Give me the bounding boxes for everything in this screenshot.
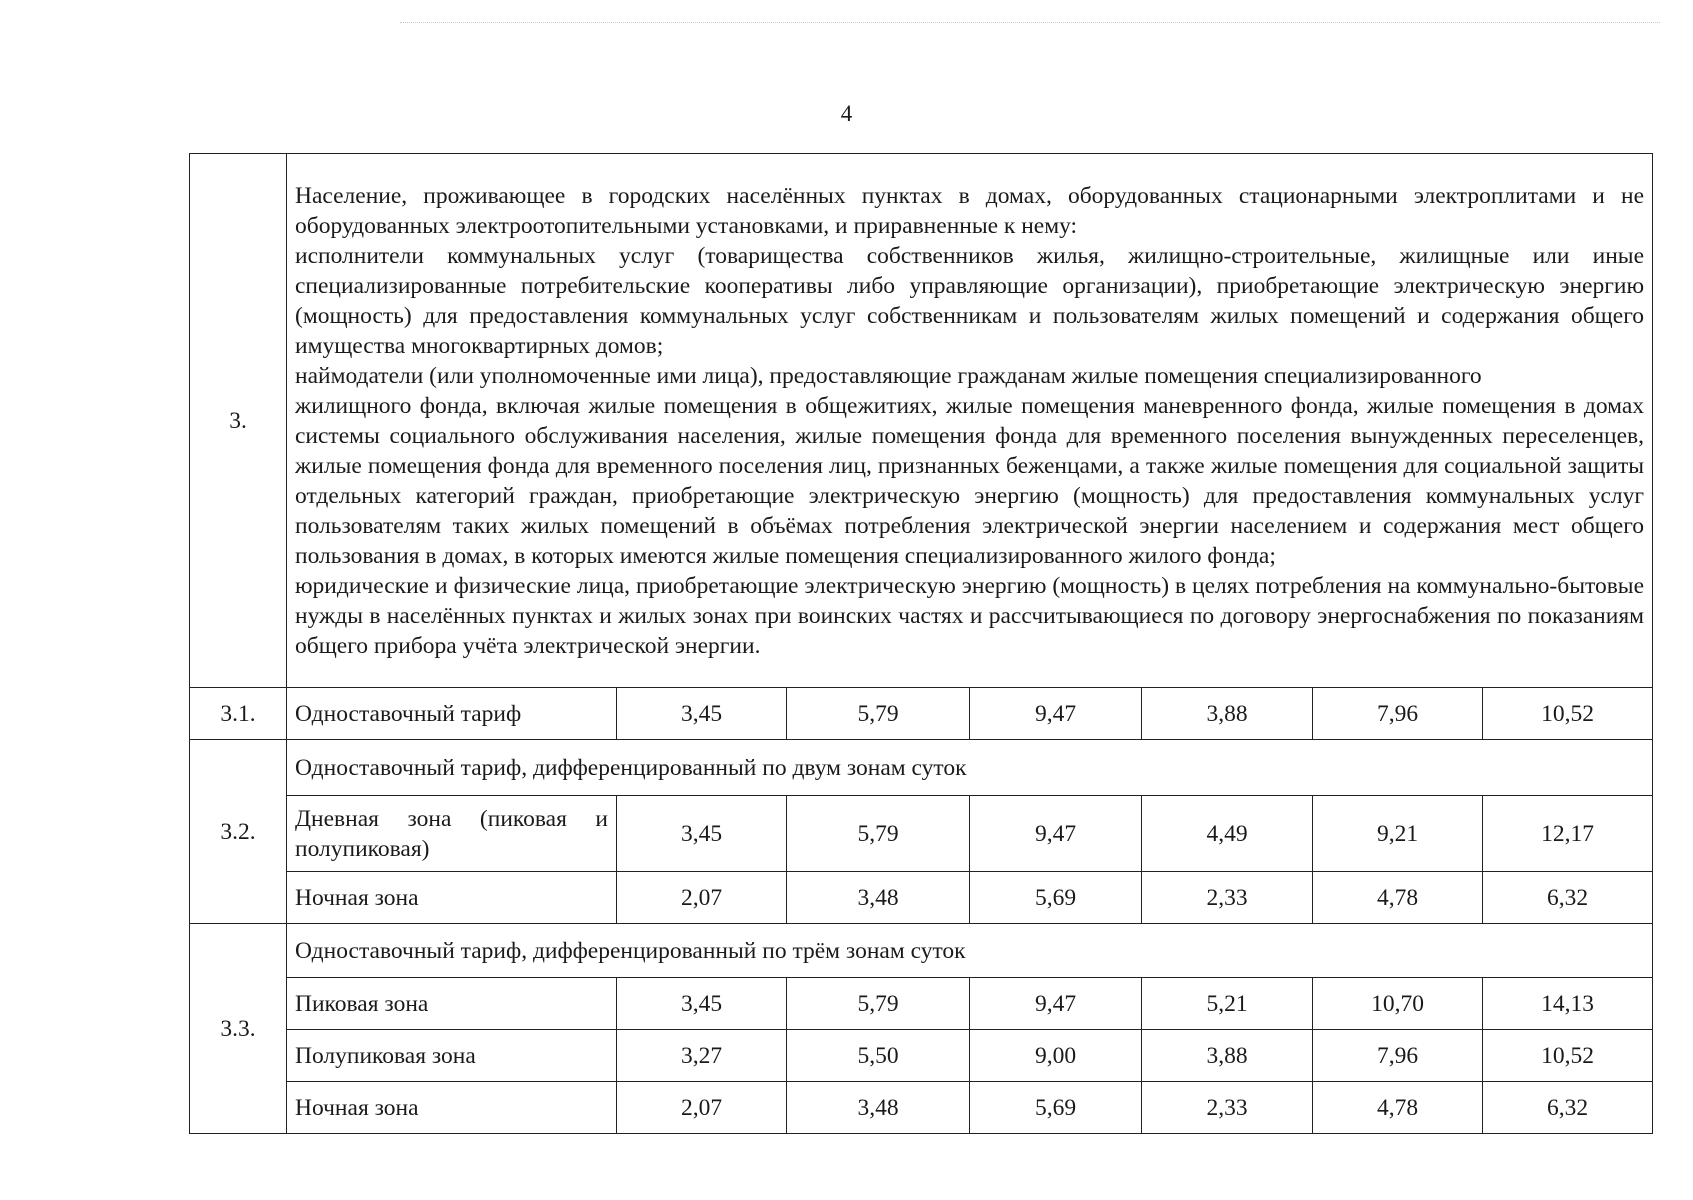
row-3-1 [190,688,1653,740]
row-label: Ночная зона [287,872,617,924]
table-cell: 2,07 [617,1082,787,1134]
table-cell: 12,17 [1483,796,1653,872]
section-3-2-header: Одноставочный тариф, дифференцированный по двум зонам суток [287,740,1653,796]
table-cell: 3,88 [1142,688,1313,740]
section-3-3-header-row [190,924,1653,978]
table-cell: 7,96 [1313,1030,1483,1082]
table-cell: 5,69 [970,1082,1142,1134]
table-cell: 3,45 [617,688,787,740]
section-3-2-header-row [190,740,1653,796]
table-cell: 9,47 [970,978,1142,1030]
table-row [190,1082,1653,1134]
row-label: Дневная зона (пиковая и полупиковая) [287,796,617,872]
table-cell: 10,52 [1483,1030,1653,1082]
row-3-1-label: Одноставочный тариф [287,688,617,740]
section-3-3-index: 3.3. [190,924,287,1134]
section-3-paragraph-4: жилищного фонда, включая жилые помещения в общежитиях, жилые помещения маневренного фонда, жилые помещения в домах системы социального обслуживания населения, жилые помещения фонда для временного поселения вынужденных переселенцев, жилые помещения фонда для временного поселения лиц, признанных беженцами, а также жилые помещения для социальной защиты отдельных категорий граждан, приобретающие электрическую энергию (мощность) для предоставления коммунальных услуг пользователям таких жилых помещений в объёмах потребления электрической энергии населением и содержания мест общего пользования в домах, в которых имеются жилые помещения специализированного жилого фонда; [295,392,1645,569]
table-cell: 10,70 [1313,978,1483,1030]
row-label: Ночная зона [287,1082,617,1134]
row-label: Пиковая зона [287,978,617,1030]
table-cell: 4,78 [1313,1082,1483,1134]
section-3-2-index: 3.2. [190,740,287,924]
row-label: Полупиковая зона [287,1030,617,1082]
table-cell: 9,21 [1313,796,1483,872]
table-cell: 9,47 [970,796,1142,872]
table-cell: 3,88 [1142,1030,1313,1082]
table-cell: 4,49 [1142,796,1313,872]
table-cell: 10,52 [1483,688,1653,740]
table-cell: 6,32 [1483,1082,1653,1134]
table-cell: 5,79 [787,688,970,740]
section-3-3-header: Одноставочный тариф, дифференцированный по трём зонам суток [287,924,1653,978]
table-cell: 7,96 [1313,688,1483,740]
table-row [190,796,1653,872]
table-cell: 3,27 [617,1030,787,1082]
table-cell: 4,78 [1313,872,1483,924]
section-3-paragraph-2: исполнители коммунальных услуг (товарищества собственников жилья, жилищно-строительные, жилищные или иные специализированные потребительские кооперативы либо управляющие организации), приобретающие электрическую энергию (мощность) для предоставления коммунальных услуг собственникам и пользователям жилых помещений и содержания общего имущества многоквартирных домов; [295,242,1645,359]
section-3-paragraph-5: юридические и физические лица, приобретающие электрическую энергию (мощность) в целях потребления на коммунально-бытовые нужды в населённых пунктах и жилых зонах при воинских частях и рассчитывающиеся по договору энергоснабжения по показаниям общего прибора учёта электрической энергии. [295,572,1645,659]
table-cell: 9,00 [970,1030,1142,1082]
section-3-paragraph-1: Население, проживающее в городских населённых пунктах в домах, оборудованных стационарными электроплитами и не оборудованных электроотопительными установками, и приравненные к нему: [295,182,1645,239]
table-cell: 5,69 [970,872,1142,924]
table-cell: 3,45 [617,796,787,872]
table-cell: 3,48 [787,872,970,924]
table-cell: 5,79 [787,796,970,872]
section-3-row [190,154,1653,688]
table-row [190,978,1653,1030]
table-row [190,1030,1653,1082]
row-3-1-index: 3.1. [190,688,287,740]
table-cell: 5,79 [787,978,970,1030]
table-row [190,872,1653,924]
table-cell: 3,45 [617,978,787,1030]
table-cell: 5,50 [787,1030,970,1082]
table-cell: 6,32 [1483,872,1653,924]
section-3-paragraph-3: наймодатели (или уполномоченные ими лица), предоставляющие гражданам жилые помещения специализированного [295,362,1482,389]
table-cell: 3,48 [787,1082,970,1134]
table-cell: 9,47 [970,688,1142,740]
table-cell: 2,33 [1142,1082,1313,1134]
tariff-table [189,153,1653,1134]
table-cell: 5,21 [1142,978,1313,1030]
page-number: 4 [840,101,853,126]
section-3-description [287,154,1653,688]
section-3-index: 3. [190,154,287,688]
table-cell: 2,33 [1142,872,1313,924]
scan-artifact-line [400,22,1660,23]
table-cell: 2,07 [617,872,787,924]
table-cell: 14,13 [1483,978,1653,1030]
